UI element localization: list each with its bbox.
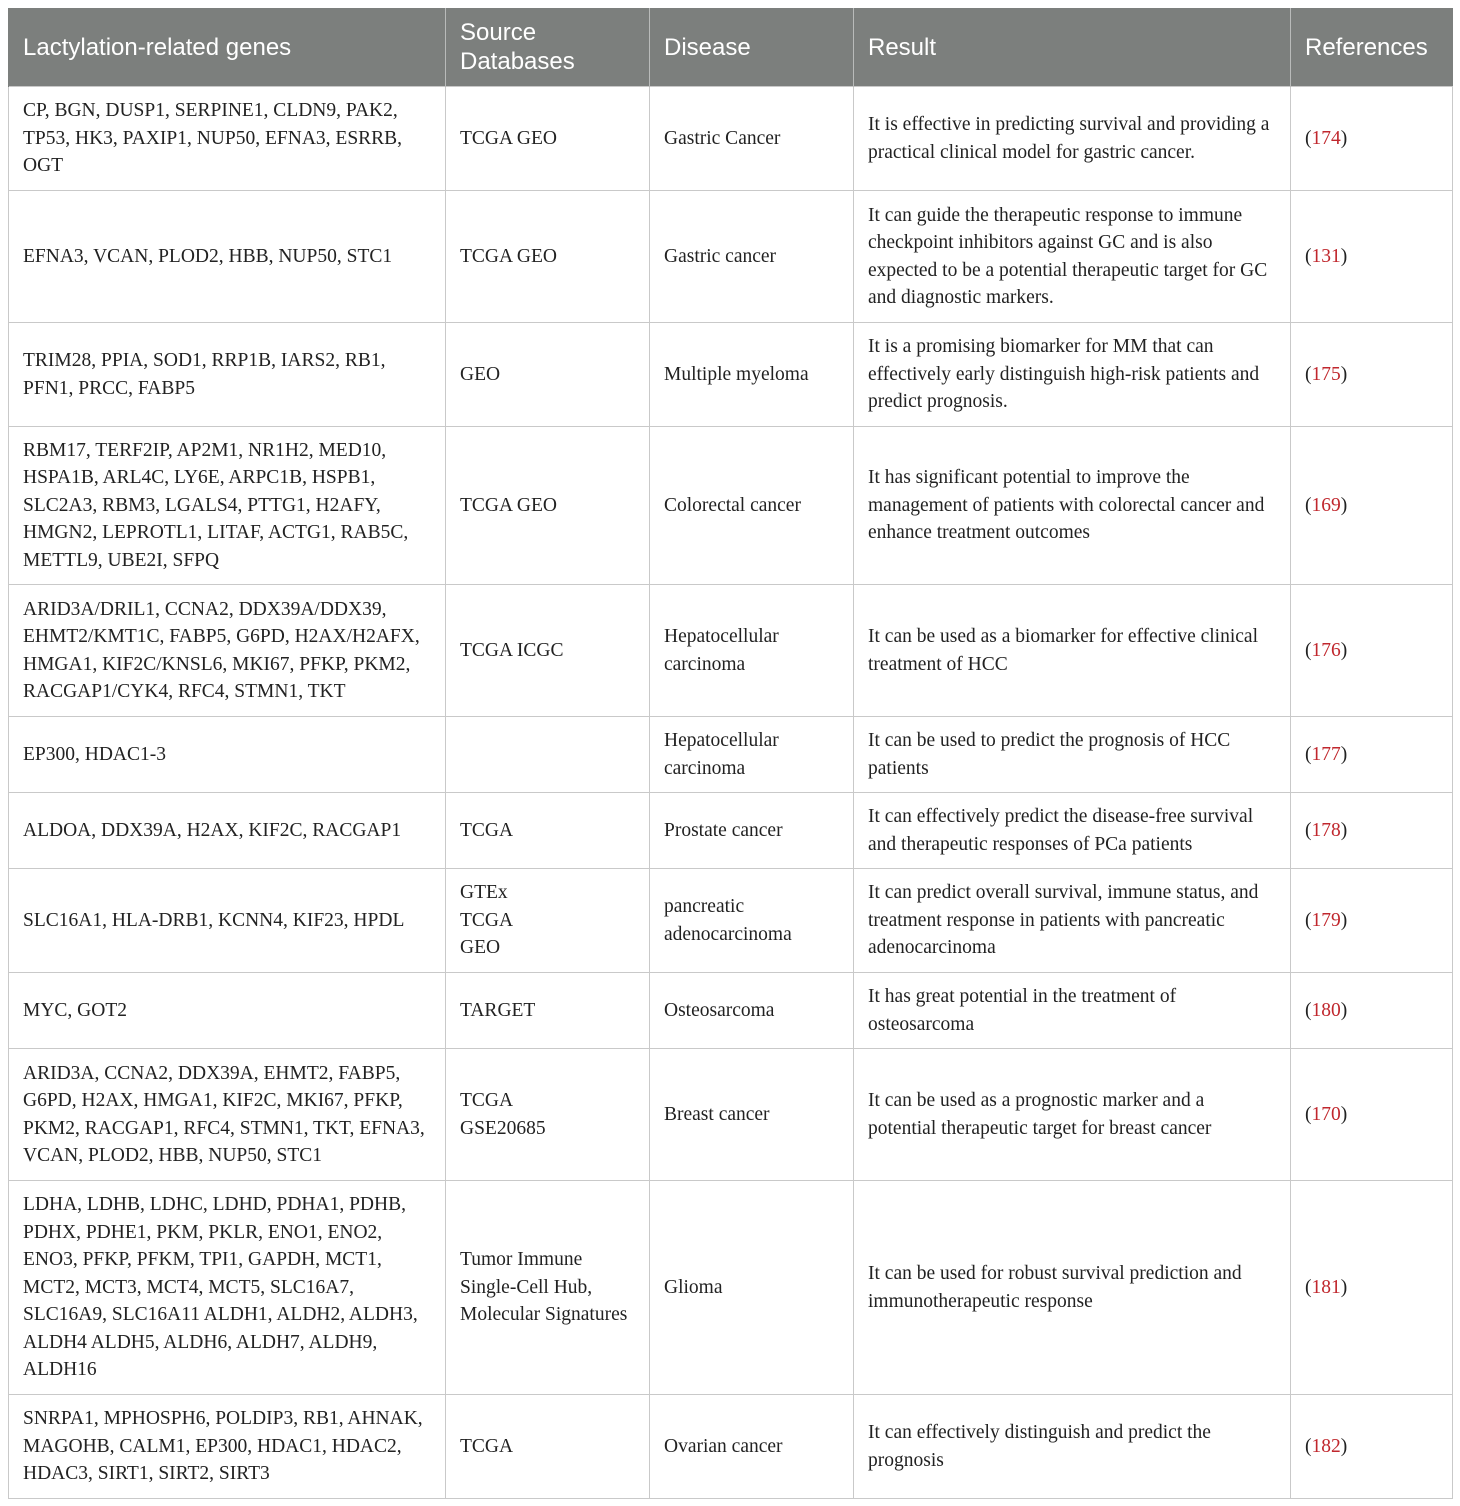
table-row <box>9 87 1453 191</box>
reference-link[interactable]: 182 <box>1311 1435 1341 1457</box>
cell-source-db: TCGA GEO <box>446 87 650 191</box>
table-container <box>8 8 1452 1499</box>
cell-result: It has great potential in the treatment of osteosarcoma <box>854 973 1291 1049</box>
db-line: GSE20685 <box>460 1117 546 1139</box>
db-line: GTEx <box>460 882 508 904</box>
table-row <box>9 191 1453 323</box>
cell-genes: SNRPA1, MPHOSPH6, POLDIP3, RB1, AHNAK, MAGOHB, CALM1, EP300, HDAC1, HDAC2, HDAC3, SIRT1, SIRT2, SIRT3 <box>9 1395 446 1499</box>
table-row <box>9 793 1453 869</box>
cell-genes: LDHA, LDHB, LDHC, LDHD, PDHA1, PDHB, PDHX, PDHE1, PKM, PKLR, ENO1, ENO2, ENO3, PFKP, PFKM, TPI1, GAPDH, MCT1, MCT2, MCT3, MCT4, MCT5, SLC16A7, SLC16A9, SLC16A11 ALDH1, ALDH2, ALDH3, ALDH4 ALDH5, ALDH6, ALDH7, ALDH9, ALDH16 <box>9 1181 446 1395</box>
cell-reference: (170) <box>1291 1049 1453 1181</box>
cell-result: It can guide the therapeutic response to immune checkpoint inhibitors against GC and is also expected to be a potential therapeutic target for GC and diagnostic markers. <box>854 191 1291 323</box>
cell-source-db <box>446 869 650 973</box>
reference-link[interactable]: 179 <box>1311 909 1341 931</box>
db-line: GEO <box>460 937 501 959</box>
cell-result: It can be used for robust survival prediction and immunotherapeutic response <box>854 1181 1291 1395</box>
db-line: TCGA <box>460 1090 514 1111</box>
cell-result: It is a promising biomarker for MM that can effectively early distinguish high-risk patients and predict prognosis. <box>854 323 1291 427</box>
cell-disease: Osteosarcoma <box>650 973 854 1049</box>
cell-result: It is effective in predicting survival and providing a practical clinical model for gastric cancer. <box>854 87 1291 191</box>
reference-link[interactable]: 169 <box>1311 494 1341 516</box>
cell-reference: (182) <box>1291 1395 1453 1499</box>
cell-reference: (175) <box>1291 323 1453 427</box>
cell-reference: (179) <box>1291 869 1453 973</box>
reference-link[interactable]: 176 <box>1311 639 1341 661</box>
cell-reference: (178) <box>1291 793 1453 869</box>
cell-reference: (174) <box>1291 87 1453 191</box>
header-row <box>9 8 1453 87</box>
cell-result: It can effectively predict the disease-free survival and therapeutic responses of PCa patients <box>854 793 1291 869</box>
reference-link[interactable]: 175 <box>1311 363 1341 385</box>
cell-disease: Gastric cancer <box>650 191 854 323</box>
cell-disease: Ovarian cancer <box>650 1395 854 1499</box>
cell-result: It can be used as a prognostic marker and a potential therapeutic target for breast cancer <box>854 1049 1291 1181</box>
reference-link[interactable]: 177 <box>1311 743 1341 765</box>
reference-link[interactable]: 181 <box>1311 1276 1341 1298</box>
cell-reference: (131) <box>1291 191 1453 323</box>
header-genes: Lactylation-related genes <box>9 8 446 87</box>
cell-reference: (177) <box>1291 717 1453 793</box>
table-header <box>9 8 1453 87</box>
cell-result: It can be used as a biomarker for effective clinical treatment of HCC <box>854 585 1291 717</box>
header-references: References <box>1291 8 1453 87</box>
header-disease: Disease <box>650 8 854 87</box>
table-row <box>9 1395 1453 1499</box>
cell-genes: EFNA3, VCAN, PLOD2, HBB, NUP50, STC1 <box>9 191 446 323</box>
cell-genes: RBM17, TERF2IP, AP2M1, NR1H2, MED10, HSPA1B, ARL4C, LY6E, ARPC1B, HSPB1, SLC2A3, RBM3, LGALS4, PTTG1, H2AFY, HMGN2, LEPROTL1, LITAF, ACTG1, RAB5C, METTL9, UBE2I, SFPQ <box>9 427 446 585</box>
cell-disease: Glioma <box>650 1181 854 1395</box>
cell-disease: Prostate cancer <box>650 793 854 869</box>
cell-reference: (169) <box>1291 427 1453 585</box>
cell-result: It can be used to predict the prognosis of HCC patients <box>854 717 1291 793</box>
table-row <box>9 585 1453 717</box>
cell-result: It can predict overall survival, immune status, and treatment response in patients with pancreatic adenocarcinoma <box>854 869 1291 973</box>
cell-disease: Hepatocellular carcinoma <box>650 717 854 793</box>
table-row <box>9 717 1453 793</box>
reference-link[interactable]: 131 <box>1311 245 1341 267</box>
cell-genes: TRIM28, PPIA, SOD1, RRP1B, IARS2, RB1, PFN1, PRCC, FABP5 <box>9 323 446 427</box>
cell-genes: EP300, HDAC1-3 <box>9 717 446 793</box>
db-line: TCGA <box>460 909 514 931</box>
table-body <box>9 87 1453 1499</box>
table-row <box>9 1181 1453 1395</box>
cell-genes: ARID3A, CCNA2, DDX39A, EHMT2, FABP5, G6PD, H2AX, HMGA1, KIF2C, MKI67, PFKP, PKM2, RACGAP1, RFC4, STMN1, TKT, EFNA3, VCAN, PLOD2, HBB, NUP50, STC1 <box>9 1049 446 1181</box>
cell-source-db: TCGA GEO <box>446 427 650 585</box>
cell-source-db: GEO <box>446 323 650 427</box>
table-row <box>9 323 1453 427</box>
cell-genes: SLC16A1, HLA-DRB1, KCNN4, KIF23, HPDL <box>9 869 446 973</box>
cell-disease: Gastric Cancer <box>650 87 854 191</box>
table-row <box>9 973 1453 1049</box>
cell-reference: (181) <box>1291 1181 1453 1395</box>
table-row <box>9 427 1453 585</box>
cell-genes: MYC, GOT2 <box>9 973 446 1049</box>
cell-source-db <box>446 717 650 793</box>
cell-source-db: TCGA <box>446 1395 650 1499</box>
reference-link[interactable]: 180 <box>1311 999 1341 1021</box>
cell-disease: Hepatocellular carcinoma <box>650 585 854 717</box>
reference-link[interactable]: 174 <box>1311 127 1341 149</box>
cell-genes: ALDOA, DDX39A, H2AX, KIF2C, RACGAP1 <box>9 793 446 869</box>
cell-disease: Multiple myeloma <box>650 323 854 427</box>
cell-result: It has significant potential to improve the management of patients with colorectal cancer and enhance treatment outcomes <box>854 427 1291 585</box>
cell-disease: Colorectal cancer <box>650 427 854 585</box>
cell-genes: CP, BGN, DUSP1, SERPINE1, CLDN9, PAK2, TP53, HK3, PAXIP1, NUP50, EFNA3, ESRRB, OGT <box>9 87 446 191</box>
cell-disease: pancreatic adenocarcinoma <box>650 869 854 973</box>
header-source-databases: Source Databases <box>446 8 650 87</box>
header-result: Result <box>854 8 1291 87</box>
cell-source-db: TCGA ICGC <box>446 585 650 717</box>
cell-disease: Breast cancer <box>650 1049 854 1181</box>
cell-source-db: TCGA GEO <box>446 191 650 323</box>
cell-genes: ARID3A/DRIL1, CCNA2, DDX39A/DDX39, EHMT2/KMT1C, FABP5, G6PD, H2AX/H2AFX, HMGA1, KIF2C/KNSL6, MKI67, PFKP, PKM2, RACGAP1/CYK4, RFC4, STMN1, TKT <box>9 585 446 717</box>
cell-reference: (180) <box>1291 973 1453 1049</box>
cell-result: It can effectively distinguish and predict the prognosis <box>854 1395 1291 1499</box>
cell-reference: (176) <box>1291 585 1453 717</box>
cell-source-db: TARGET <box>446 973 650 1049</box>
reference-link[interactable]: 170 <box>1311 1103 1341 1125</box>
table-row <box>9 1049 1453 1181</box>
cell-source-db: Tumor Immune Single-Cell Hub, Molecular Signatures <box>446 1181 650 1395</box>
cell-source-db <box>446 1049 650 1181</box>
table-row <box>9 869 1453 973</box>
lactylation-genes-table <box>8 8 1453 1499</box>
reference-link[interactable]: 178 <box>1311 819 1341 841</box>
cell-source-db: TCGA <box>446 793 650 869</box>
